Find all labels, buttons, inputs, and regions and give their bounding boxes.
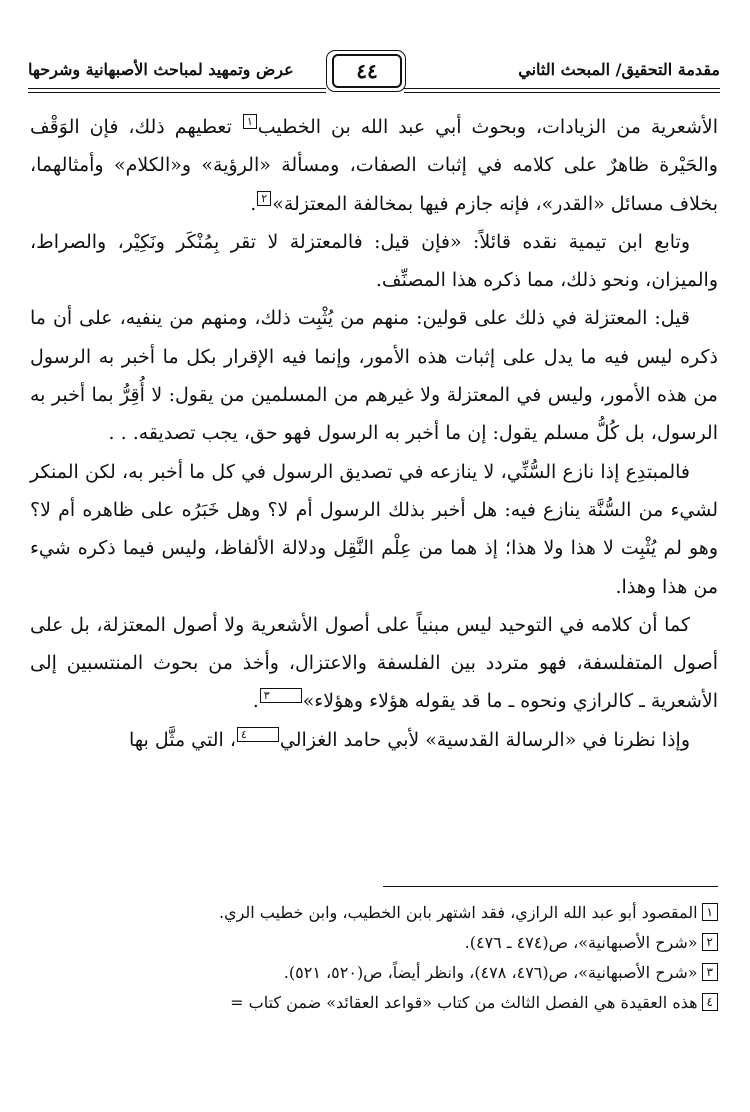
footnote-ref-1[interactable]: ١: [243, 114, 257, 129]
header-section-title: عرض وتمهيد لمباحث الأصبهانية وشرحها: [28, 60, 294, 79]
footnote-4: [30, 988, 718, 1018]
footnote-text: المقصود أبو عبد الله الرازي، فقد اشتهر بابن الخطيب، وابن خطيب الري.: [218, 903, 698, 922]
footnote-number: ١: [702, 903, 718, 921]
header-chapter-title: مقدمة التحقيق/ المبحث الثاني: [518, 60, 720, 79]
header-rule-left-thin: [28, 92, 326, 93]
paragraph-4: فالمبتدِع إذا نازع السُّنِّي، لا ينازعه في تصديق الرسول في كل ما أخبر به، لكن المنكر لشيء من السُّنَّة ينازع فيه: هل أخبر بذلك الرسول أم لا؟ وهل خَبَرُه على ظاهره أم لا؟ وهو لم يُثْبِت لا هذا ولا هذا؛ إذ هما من عِلْم النَّقِل ودلالة الألفاظ، وليس فيما ذكره شيء من هذا وهذا.: [30, 460, 718, 598]
paragraph-1: الأشعرية من الزيادات، وبحوث أبي عبد الله بن الخطيب١ تعطيهم ذلك، فإن الوَقْف والحَيْرة ظاهرٌ على كلامه في إثبات الصفات، ومسألة «الرؤية» و«الكلام» وأمثالهما، بخلاف مسائل «القدر»، فإنه جازم فيها بمخالفة المعتزلة»٢.: [30, 115, 718, 215]
footnote-3: [30, 958, 718, 988]
footnote-ref-2[interactable]: ٢: [257, 191, 271, 206]
main-text: [30, 108, 718, 759]
footnote-text: هذه العقيدة هي الفصل الثالث من كتاب «قواعد العقائد» ضمن كتاب =: [230, 993, 698, 1012]
footnote-separator: [383, 886, 718, 887]
footnote-2: [30, 928, 718, 958]
header-rule-right-thin: [404, 92, 720, 93]
footnote-text: «شرح الأصبهانية»، ص(٤٧٤ ـ ٤٧٦).: [464, 933, 698, 952]
page-header: [28, 50, 720, 98]
footnote-text: «شرح الأصبهانية»، ص(٤٧٦، ٤٧٨)، وانظر أيضاً، ص(٥٢٠، ٥٢١).: [283, 963, 698, 982]
footnote-ref-4[interactable]: ٤: [237, 727, 279, 742]
paragraph-5: كما أن كلامه في التوحيد ليس مبنياً على أصول الأشعرية ولا أصول المعتزلة، بل على أصول المتفلسفة، فهو متردد بين الفلسفة والاعتزال، وأخذ من بحوث المنتسبين إلى الأشعرية ـ كالرازي ونحوه ـ ما قد يقوله هؤلاء وهؤلاء»٣.: [30, 613, 718, 713]
footnotes: [30, 898, 718, 1018]
page-number: ٤٤: [332, 54, 402, 88]
footnote-ref-3[interactable]: ٣: [260, 688, 302, 703]
header-rule-left: [28, 88, 326, 89]
footnote-number: ٣: [702, 963, 718, 981]
paragraph-2: وتابع ابن تيمية نقده قائلاً: «فإن قيل: فالمعتزلة لا تقر بِمُنْكَر ونَكِيْر، والصراط، والميزان، ونحو ذلك، مما ذكره هذا المصنِّف.: [30, 230, 718, 292]
paragraph-6: وإذا نظرنا في «الرسالة القدسية» لأبي حامد الغزالي٤، التي مثَّل بها: [128, 727, 690, 751]
footnote-number: ٢: [702, 933, 718, 951]
footnote-number: ٤: [702, 993, 718, 1011]
header-rule-right: [404, 88, 720, 89]
footnote-1: [30, 898, 718, 928]
paragraph-3: قيل: المعتزلة في ذلك على قولين: منهم من يُثْبِت ذلك، ومنهم من ينفيه، على أن ما ذكره ليس فيه ما يدل على إثبات هذه الأمور، وإنما فيه الإقرار بكل ما أخبر به الرسول من هذه الأمور، وليس في المعتزلة ولا غيرهم من المسلمين من يقول: لا أُقِرُّ بما أخبر به الرسول، بل كُلُّ مسلم يقول: إن ما أخبر به الرسول فهو حق، يجب تصديقه. . .: [30, 307, 718, 445]
